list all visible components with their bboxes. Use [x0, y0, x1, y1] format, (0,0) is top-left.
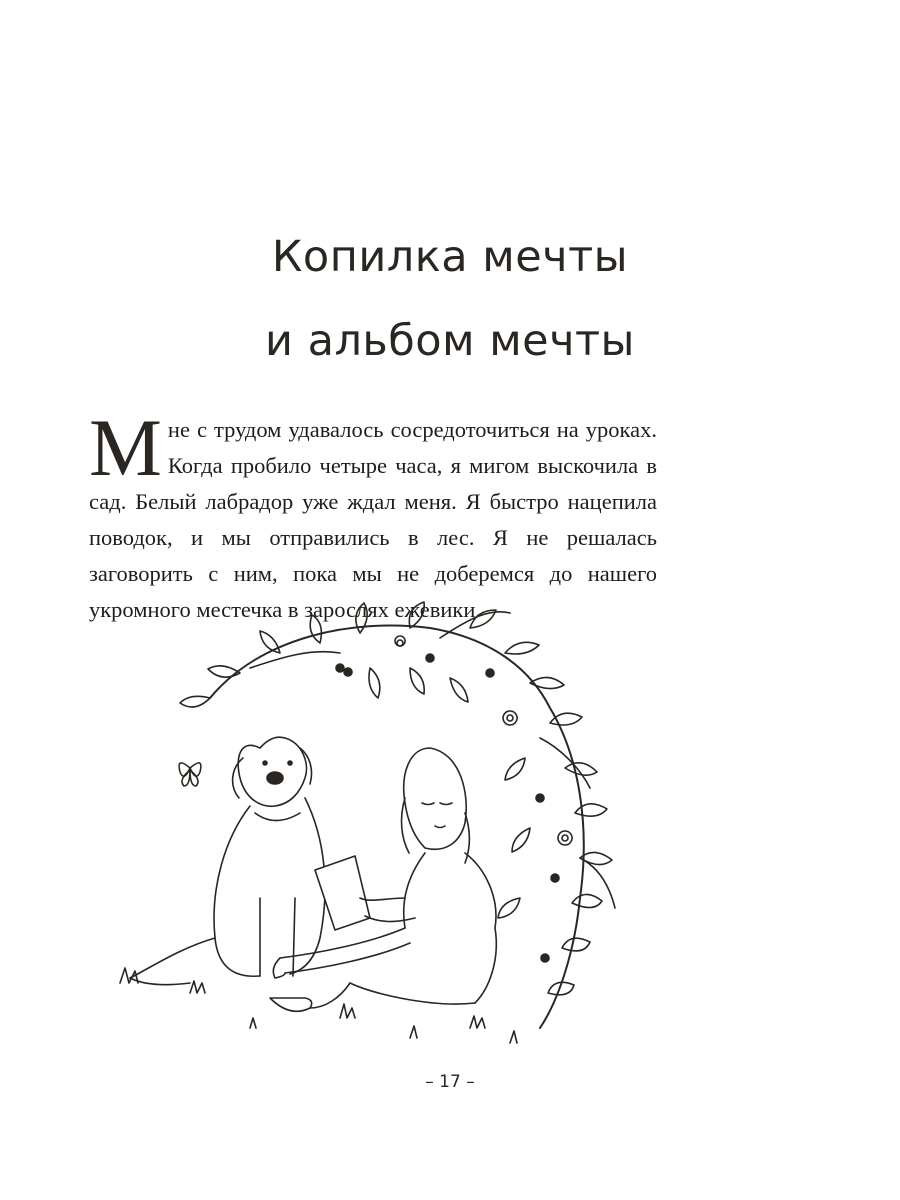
body-paragraph	[89, 402, 657, 628]
girl-icon	[270, 748, 496, 1011]
dog-icon	[130, 737, 325, 985]
chapter-title	[0, 215, 900, 383]
paragraph-text: не с трудом удавалось сосредоточиться на уроках. Когда пробило четыре часа, я мигом выскочила в сад. Белый лабрадор уже ждал меня. Я быстро нацепила поводок, и мы отправились в лес. Я не решалась заговорить с ним, пока мы не доберемся до нашего укромного местечка в зарослях ежевики.	[89, 417, 657, 622]
chapter-title-line-2: и альбом мечты	[264, 316, 636, 366]
blackberry-branch-icon	[180, 602, 615, 1028]
butterfly-icon	[179, 763, 201, 786]
chapter-title-line-1: Копилка мечты	[271, 232, 629, 282]
page-number: – 17 –	[425, 1072, 475, 1092]
grass-icon	[120, 968, 517, 1043]
drop-cap: М	[89, 402, 162, 493]
girl-with-dog-illustration-icon	[110, 598, 640, 1058]
